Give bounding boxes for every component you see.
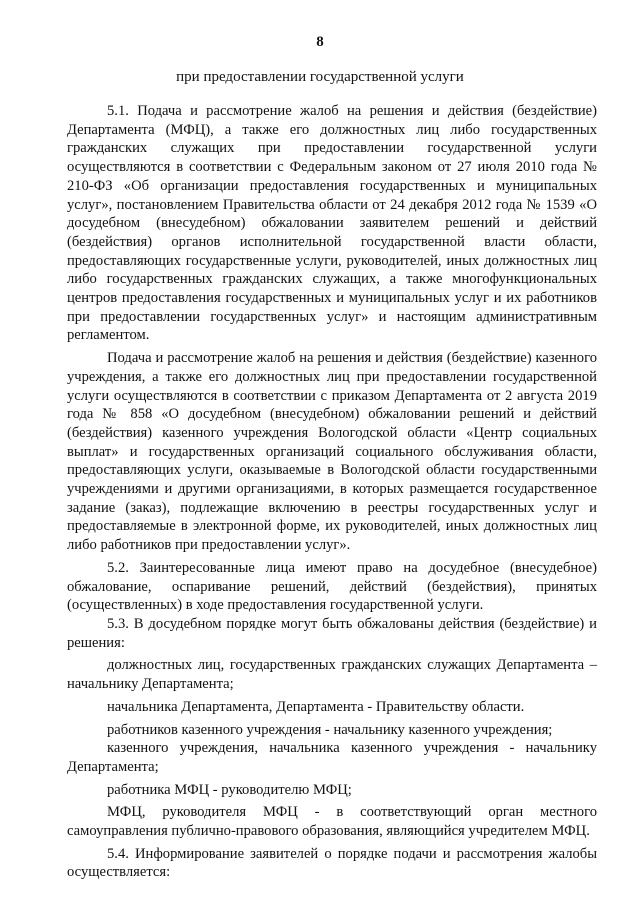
paragraph-5-3: 5.3. В досудебном порядке могут быть обжалованы действия (бездействие) и решения:	[67, 615, 597, 651]
list-item-institution: казенного учреждения, начальника казенного учреждения - начальнику Департамента;	[67, 740, 597, 775]
section-heading: при предоставлении государственной услуги	[176, 69, 464, 85]
list-item-mfc-worker: работника МФЦ - руководителю МФЦ;	[107, 781, 352, 798]
list-item-mfc: МФЦ, руководителя МФЦ - в соответствующий орган местного самоуправления публично-правового образования, являющийся учредителем МФЦ.	[67, 804, 597, 840]
paragraph-5-4: 5.4. Информирование заявителей о порядке подачи и рассмотрения жалобы осуществляется:	[67, 845, 597, 881]
paragraph-kazennoe-uchrezhdenie: Подача и рассмотрение жалоб на решения и действия (бездействие) казенного учреждения, а также его должностных лиц при предоставлении государственной услуги осуществляются в соответствии с приказом Департамента от 2 августа 2019 года № 858 «О досудебном (внесудебном) обжаловании решений и действий (бездействия) казенного учреждения Вологодской области «Центр социальных выплат» и государственных организаций социального обслуживания области, предоставляющих услуги, оказываемые в Вологодской области государственными учреждениями и другими организациями, в которых размещается государственное задание (заказ), подлежащие включению в реестры государственных услуг и предоставляемые в электронной форме, их руководителей, иных должностных лиц либо работников при предоставлении услуг».	[67, 350, 597, 554]
page-number: 8	[316, 34, 324, 50]
list-item-department-head: начальника Департамента, Департамента - Правительству области.	[107, 698, 525, 715]
list-item-institution-workers: работников казенного учреждения - начальнику казенного учреждения;	[107, 721, 553, 738]
paragraph-5-1: 5.1. Подача и рассмотрение жалоб на решения и действия (бездействие) Департамента (МФЦ), а также его должностных лиц либо государственных гражданских служащих при предоставлении государственной услуги осуществляются в соответствии с Федеральным законом от 27 июля 2010 года № 210-ФЗ «Об организации предоставления государственных и муниципальных услуг», постановлением Правительства области от 24 декабря 2012 года № 1539 «О досудебном (внесудебном) обжаловании заявителем решений и действий (бездействия) органов исполнительной государственной власти области, предоставляющих государственные услуги, руководителей, иных должностных лиц либо государственных гражданских служащих, а также многофункциональных центров предоставления государственных и муниципальных услуг и их работников при предоставлении государственных услуг» и настоящим административным регламентом.	[67, 103, 597, 344]
list-item-officials: должностных лиц, государственных гражданских служащих Департамента – начальнику Департамента;	[67, 657, 597, 693]
paragraph-5-2: 5.2. Заинтересованные лица имеют право на досудебное (внесудебное) обжалование, оспаривание решений, действий (бездействия), принятых (осуществленных) в ходе предоставления государственной услуги.	[67, 559, 597, 614]
document-body	[67, 102, 597, 882]
